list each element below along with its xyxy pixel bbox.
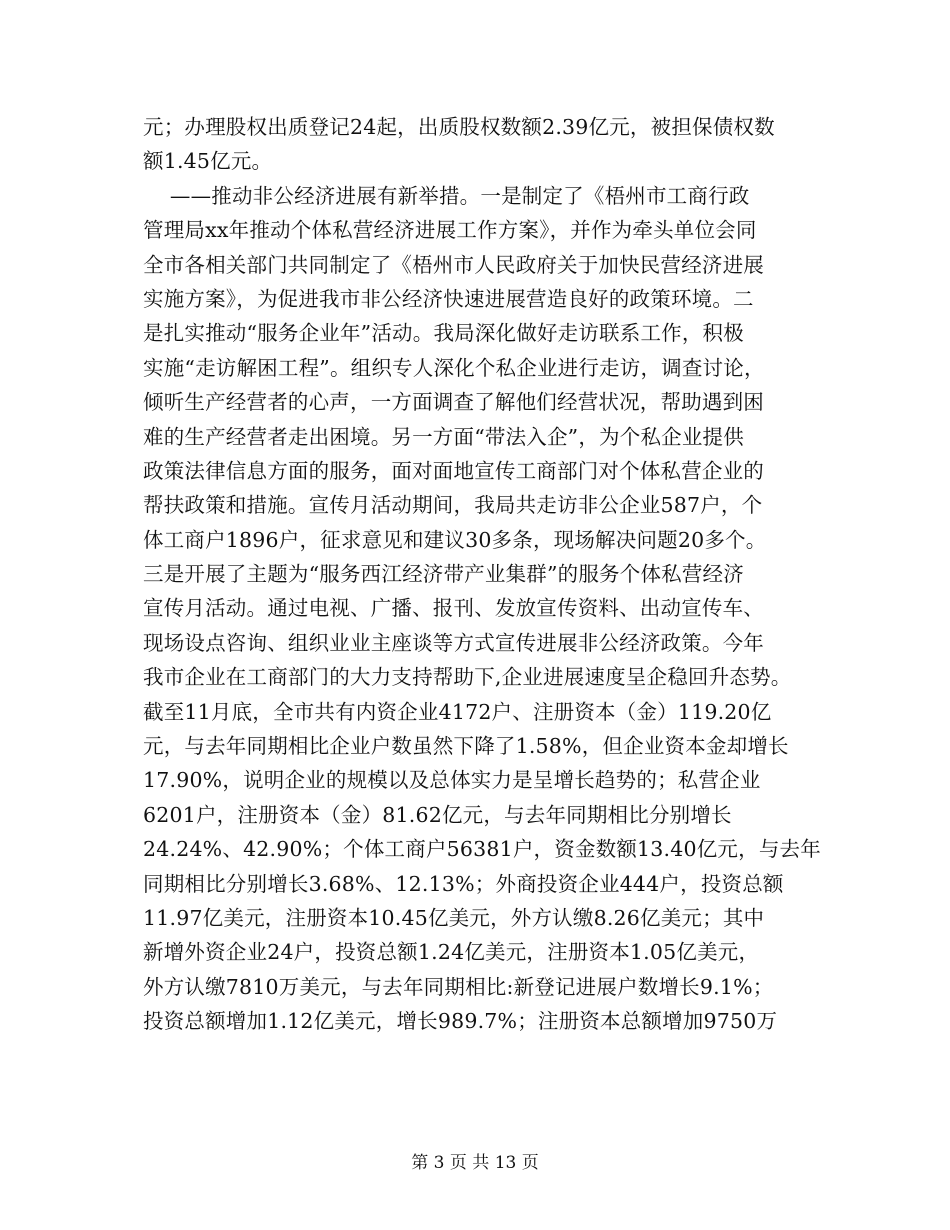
text-line: 全市各相关部门共同制定了《梧州市人民政府关于加快民营经济进展 [143, 252, 764, 277]
text-line: 三是开展了主题为“服务西江经济带产业集群”的服务个体私营经济 [143, 562, 744, 587]
text-line: 同期相比分别增长3.68%、12.13%；外商投资企业444户，投资总额 [143, 871, 784, 896]
page-number-footer: 第 3 页 共 13 页 [411, 1153, 539, 1173]
text-line: 截至11月底，全市共有内资企业4172户、注册资本（金）119.20亿 [143, 699, 772, 724]
text-line: 倾听生产经营者的心声，一方面调查了解他们经营状况，帮助遇到困 [143, 390, 764, 415]
text-line: 实施“走访解困工程”。组织专人深化个私企业进行走访，调查讨论， [143, 355, 765, 380]
text-line: 投资总额增加1.12亿美元，增长989.7%；注册资本总额增加9750万 [143, 1009, 778, 1034]
text-line: 管理局xx年推动个体私营经济进展工作方案》，并作为牵头单位会同 [143, 218, 757, 243]
text-line: 新增外资企业24户，投资总额1.24亿美元，注册资本1.05亿美元， [143, 940, 760, 965]
text-line: 11.97亿美元，注册资本10.45亿美元，外方认缴8.26亿美元；其中 [143, 905, 765, 930]
text-line: 额1.45亿元。 [143, 149, 273, 174]
text-line: ——推动非公经济进展有新举措。一是制定了《梧州市工商行政 [143, 183, 750, 208]
text-line: 元，与去年同期相比企业户数虽然下降了1.58%，但企业资本金却增长 [143, 734, 789, 759]
text-line: 17.90%，说明企业的规模以及总体实力是呈增长趋势的；私营企业 [143, 768, 761, 793]
text-line: 体工商户1896户，征求意见和建议30多条，现场解决问题20多个。 [143, 527, 767, 552]
text-line: 24.24%、42.90%；个体工商户56381户，资金数额13.40亿元，与去年 [143, 837, 821, 862]
text-line: 元；办理股权出质登记24起，出质股权数额2.39亿元，被担保债权数 [143, 115, 775, 139]
text-line: 难的生产经营者走出困境。另一方面“带法入企”，为个私企业提供 [143, 424, 744, 449]
text-line: 现场设点咨询、组织业业主座谈等方式宣传进展非公经济政策。今年 [143, 630, 764, 655]
text-line: 6201户，注册资本（金）81.62亿元，与去年同期相比分别增长 [143, 802, 732, 827]
text-line: 实施方案》，为促进我市非公经济快速进展营造良好的政策环境。二 [143, 286, 754, 311]
body-text [143, 110, 823, 1039]
text-line: 外方认缴7810万美元，与去年同期相比:新登记进展户数增长9.1%； [143, 974, 774, 999]
text-line: 政策法律信息方面的服务，面对面地宣传工商部门对个体私营企业的 [143, 458, 764, 483]
text-line: 宣传月活动。通过电视、广播、报刊、发放宣传资料、出动宣传车、 [143, 596, 764, 621]
text-line: 我市企业在工商部门的大力支持帮助下,企业进展速度呈企稳回升态势。 [143, 665, 792, 690]
text-line: 帮扶政策和措施。宣传月活动期间，我局共走访非公企业587户，个 [143, 493, 763, 518]
text-line: 是扎实推动“服务企业年”活动。我局深化做好走访联系工作，积极 [143, 321, 744, 346]
